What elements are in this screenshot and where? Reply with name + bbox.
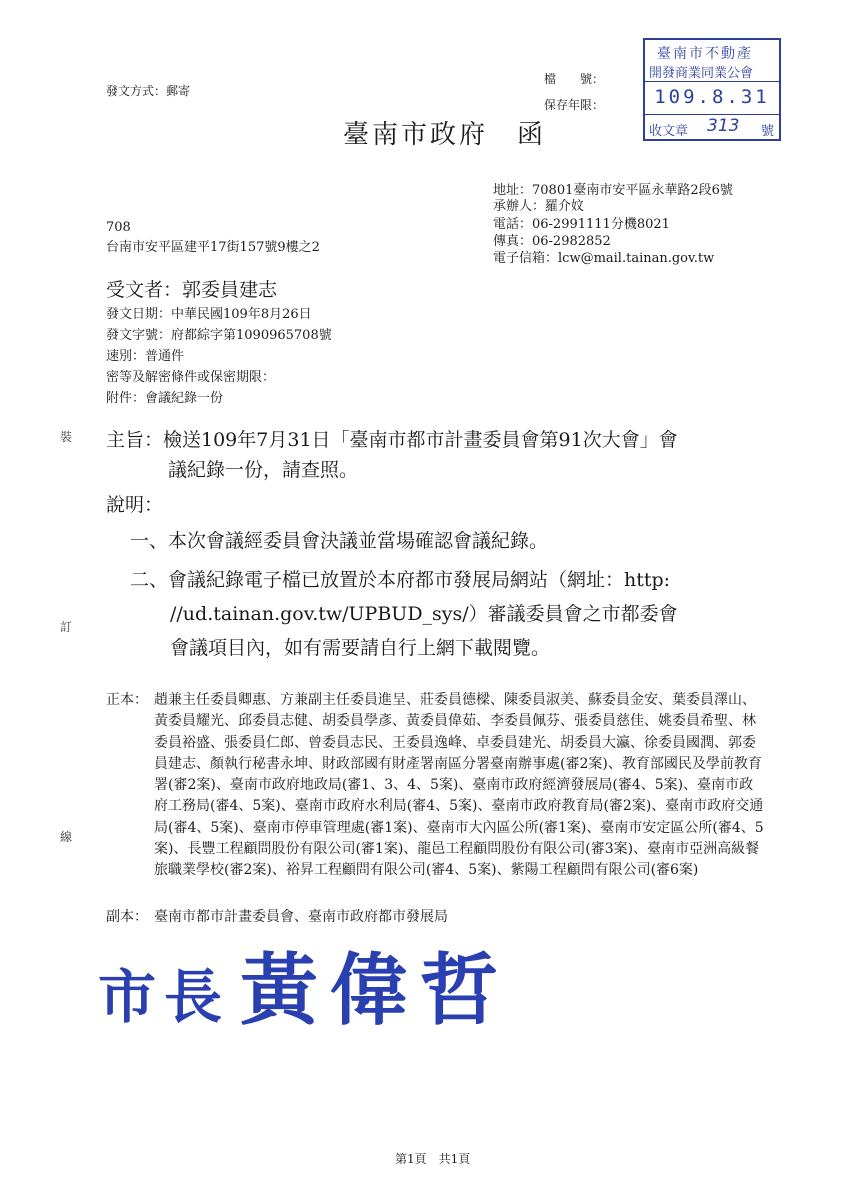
explanation-item2-line1: 二、會議紀錄電子檔已放置於本府都市發展局網站（網址：http: [130,569,671,591]
recipient: 受文者：郭委員建志 [106,279,278,301]
secrecy: 密等及解密條件或保密期限： [106,370,276,385]
explanation-label: 說明： [106,494,164,516]
sender-address: 地址：70801臺南市安平區永華路2段6號 [493,183,733,198]
recipient-street: 台南市安平區建平17街157號9樓之2 [106,240,320,255]
subject-line1: 主旨：檢送109年7月31日「臺南市都市計畫委員會第91次大會」會 [106,429,678,451]
stamp-receipt-no: 313 [707,116,740,136]
stamp-date: 109.8.31 [654,86,770,108]
copy-label: 副本： [106,909,148,925]
signature-name: 黃偉哲 [240,945,511,1036]
recipient-postal-code: 708 [106,220,131,235]
send-method: 發文方式：郵寄 [106,84,191,98]
binding-mark-middle: 訂 [60,620,73,634]
retention-label: 保存年限： [544,98,605,112]
stamp-receipt-label: 收文章 [649,124,689,139]
signature-title: 市長 [98,963,231,1031]
doc-number: 發文字號：府都綜字第1090965708號 [106,328,332,343]
sender-phone: 電話：06-2991111分機8021 [493,217,670,232]
issue-date: 發文日期：中華民國109年8月26日 [106,307,312,322]
sender-email: 電子信箱：lcw@mail.tainan.gov.tw [493,251,715,266]
mayor-signature [98,928,510,1040]
speed: 速別：普通件 [106,349,185,364]
copy-text: 臺南市都市計畫委員會、臺南市政府都市發展局 [154,909,448,925]
original-label: 正本： [106,692,148,708]
stamp-receipt-suffix: 號 [761,124,775,139]
subject-line2: 議紀錄一份，請查照。 [168,459,359,481]
page-number: 第1頁 共1頁 [395,1152,471,1166]
original-recipients [106,690,766,882]
binding-mark-top: 裝 [60,430,73,444]
file-no-label: 檔 號： [544,72,605,86]
sender-handler: 承辦人：羅介妏 [493,199,585,214]
explanation-item2-line2: //ud.tainan.gov.tw/UPBUD_sys/）審議委員會之市都委會 [170,603,678,625]
attachment: 附件：會議紀錄一份 [106,391,224,406]
binding-mark-bottom: 線 [60,830,73,844]
document-title: 臺南市政府 函 [343,120,547,150]
explanation-item1: 一、本次會議經委員會決議並當場確認會議紀錄。 [130,530,549,552]
stamp-org-line1: 臺南市不動產 [657,46,753,62]
explanation-item2-line3: 會議項目內，如有需要請自行上網下載閱覽。 [170,637,551,659]
original-text: 趙兼主任委員卿惠、方兼副主任委員進呈、莊委員德樑、陳委員淑美、蘇委員金安、葉委員澤山、黃委員耀光、邱委員志健、胡委員學彥、黃委員偉茹、李委員佩芬、張委員慈佳、姚委員希聖、林委員裕盛、張委員仁郎、曾委員志民、王委員逸峰、卓委員建光、胡委員大瀛、徐委員國潤、郭委員建志、顏執行秘書永坤、財政部國有財產署南區分署臺南辦事處(審2案)、教育部國民及學前教育署(審2案)、臺南市政府地政局(審1、3、4、5案)、臺南市政府經濟發展局(審4、5案)、臺南市政府工務局(審4、5案)、臺南市政府水利局(審4、5案)、臺南市政府教育局(審2案)、臺南市政府交通局(審4、5案)、臺南市停車管理處(審1案)、臺南市大內區公所(審1案)、臺南市安定區公所(審4、5案)、長豐工程顧問股份有限公司(審1案)、龍邑工程顧問股份有限公司(審3案)、臺南市亞洲高級餐旅職業學校(審2案)、裕昇工程顧問有限公司(審4、5案)、紫陽工程顧問有限公司(審6案) [154,692,764,879]
sender-fax: 傳真：06-2982852 [493,234,611,249]
receipt-stamp [643,38,781,141]
stamp-org-line2: 開發商業同業公會 [649,66,754,81]
